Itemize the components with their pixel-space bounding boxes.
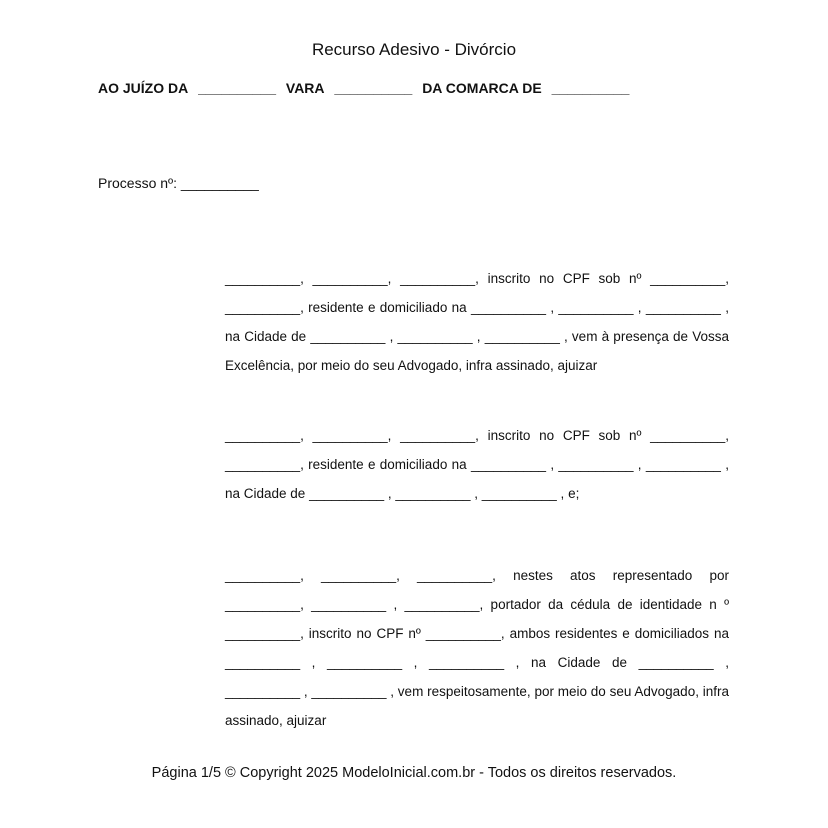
header-comarca-label: DA COMARCA DE xyxy=(422,80,542,96)
header-comarca-blank: __________ xyxy=(551,80,630,96)
header-vara-label: VARA xyxy=(285,80,325,96)
header-vara-blank: __________ xyxy=(334,80,413,96)
party-paragraph-1: __________, __________, __________, inscrito no CPF sob nº __________, __________, residente e domiciliado na __________ , __________ , __________ , na Cidade de __________ , __________ , __________ , vem à presença de Vossa Excelência, por meio do seu Advogado, infra assinado, ajuizar xyxy=(225,271,729,373)
page-footer: Página 1/5 © Copyright 2025 ModeloInicial.com.br - Todos os direitos reservados. xyxy=(151,765,677,781)
court-header xyxy=(98,80,635,96)
party-paragraph-3: __________, __________, __________, nestes atos representado por __________, __________ , __________, portador da cédula de identidade n º __________, inscrito no CPF nº __________, ambos residentes e domiciliados na __________ , __________ , __________ , na Cidade de __________ , __________ , __________ , vem respeitosamente, por meio do seu Advogado, infra assinado, ajuizar xyxy=(225,568,729,728)
header-court-blank: __________ xyxy=(198,80,276,96)
process-number: Processo nº: __________ xyxy=(98,175,259,191)
header-court-label: AO JUÍZO DA xyxy=(98,80,189,96)
party-paragraph-2: __________, __________, __________, inscrito no CPF sob nº __________, __________, residente e domiciliado na __________ , __________ , __________ , na Cidade de __________ , __________ , __________ , e; xyxy=(225,428,729,501)
document-title: Recurso Adesivo - Divórcio xyxy=(311,40,517,59)
